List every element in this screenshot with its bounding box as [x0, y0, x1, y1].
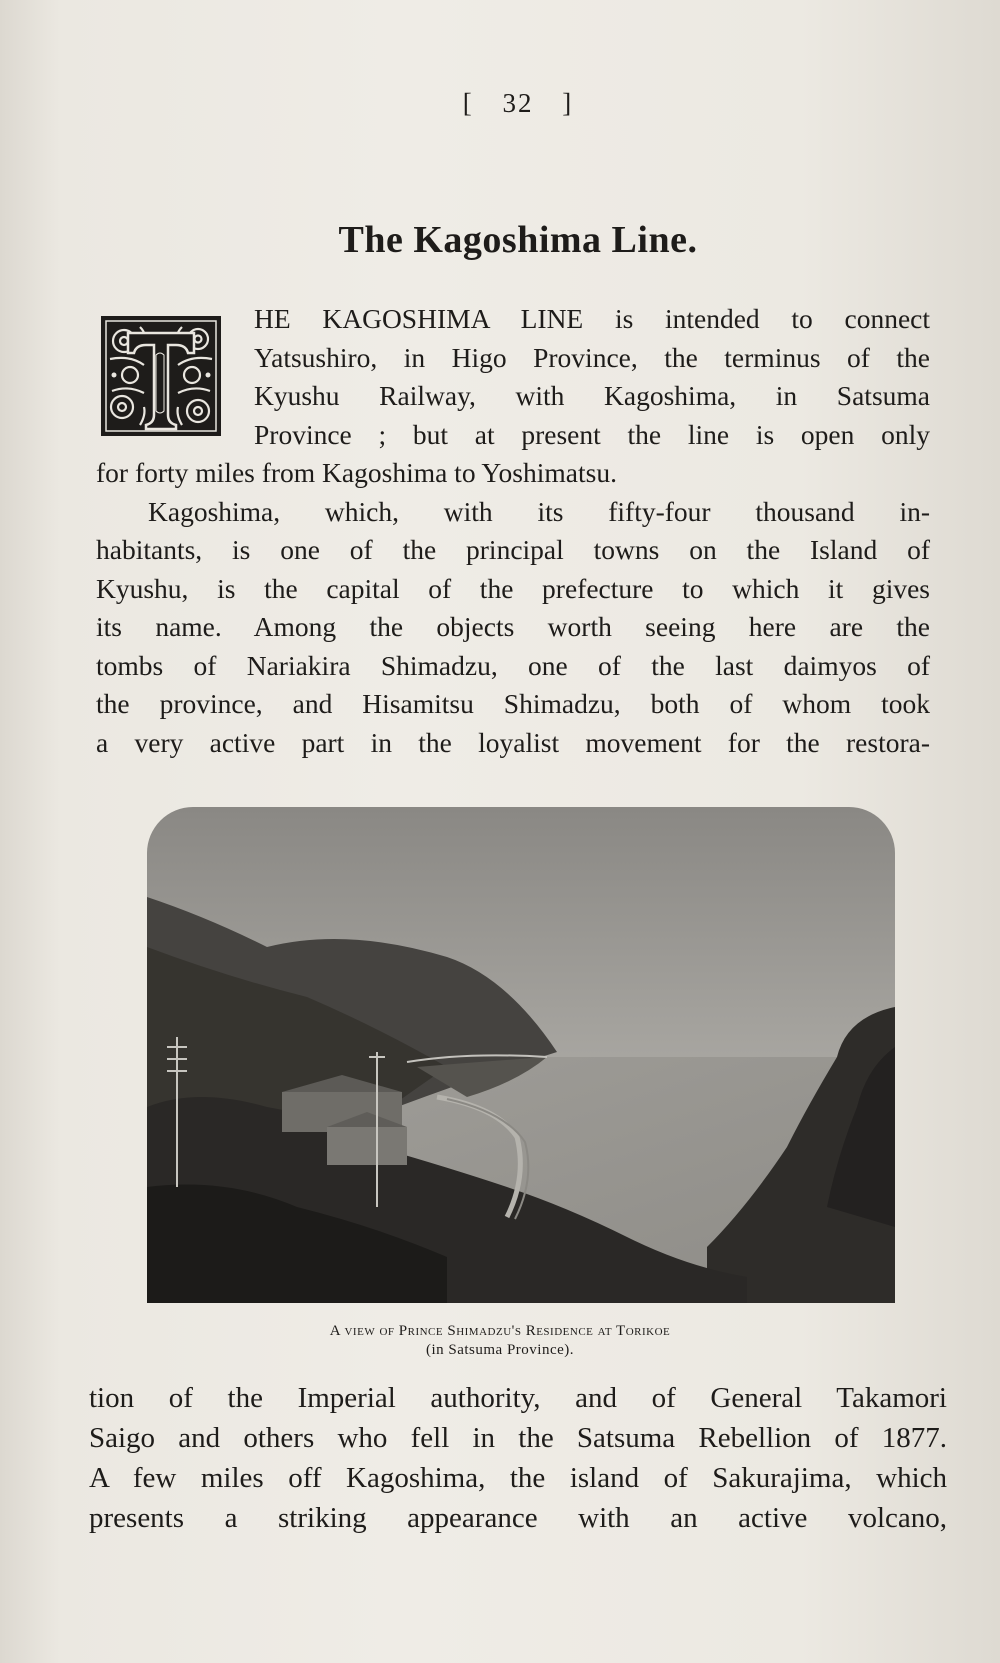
text-line: Kyushu Railway, with Kagoshima, in Satsuma: [254, 380, 930, 411]
text-line: Yatsushiro, in Higo Province, the terminus of the: [254, 341, 930, 373]
text-line: Kagoshima, which, with its fifty-four thousand in-: [148, 495, 930, 527]
page-title: The Kagoshima Line.: [338, 219, 698, 261]
text-line: the province, and Hisamitsu Shimadzu, both of whom took: [96, 688, 930, 719]
text-line: tion of the Imperial authority, and of General Takamori: [89, 1382, 947, 1414]
text-line: HE KAGOSHIMA LINE is intended to connect: [254, 303, 930, 334]
paragraph-block-bottom: [89, 1378, 947, 1538]
text-line: tombs of Nariakira Shimadzu, one of the last daimyos of: [96, 649, 930, 681]
text-line: a very active part in the loyalist movement for the restora-: [96, 726, 930, 758]
figure-caption: [0, 1322, 1000, 1360]
page-number: [0, 88, 1000, 119]
text-line: A few miles off Kagoshima, the island of Sakurajima, which: [89, 1462, 947, 1494]
caption-line-1: A view of Prince Shimadzu's Residence at Torikoe: [329, 1323, 671, 1339]
paragraph-block-top: [96, 300, 930, 762]
photo-landscape-image: [147, 807, 895, 1303]
page-number-value: 32: [502, 88, 534, 118]
caption-line-2: (in Satsuma Province).: [425, 1342, 575, 1358]
text-line: its name. Among the objects worth seeing here are the: [96, 611, 930, 642]
bracket-open: [: [462, 88, 474, 118]
text-line: presents a striking appearance with an active volcano,: [89, 1502, 947, 1534]
text-line: Kyushu, is the capital of the prefecture to which it gives: [96, 572, 930, 604]
text-line: for forty miles from Kagoshima to Yoshimatsu.: [96, 457, 617, 488]
text-line: habitants, is one of the principal towns on the Island of: [96, 534, 930, 565]
photograph: [147, 807, 895, 1303]
bracket-close: ]: [562, 88, 574, 118]
text-line: Province ; but at present the line is open only: [254, 418, 930, 450]
text-line: Saigo and others who fell in the Satsuma Rebellion of 1877.: [89, 1422, 947, 1454]
